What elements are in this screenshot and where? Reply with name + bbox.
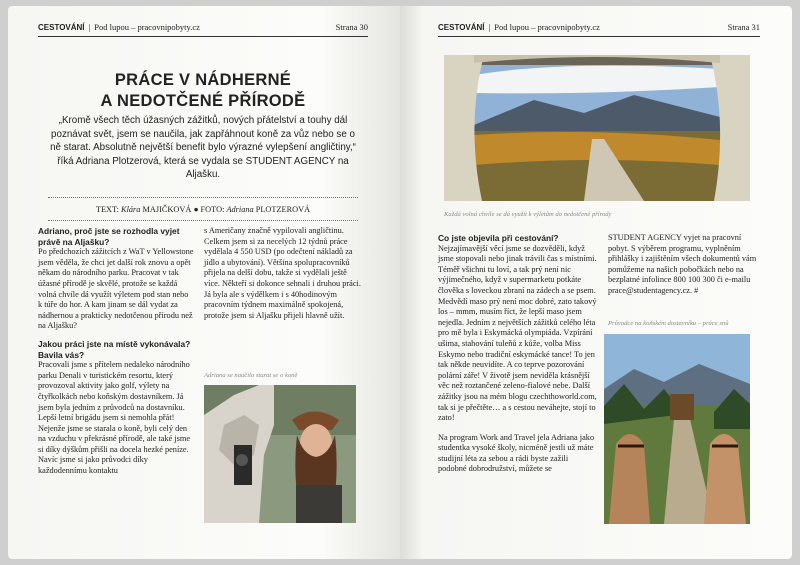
page-number: Strana 30 (335, 22, 368, 32)
byline-photographer-last: PLOTZEROVÁ (255, 205, 311, 214)
right-page (400, 6, 792, 559)
answer-2-continued: s Američany značně vypilovali angličtinu. Celkem jsem si za necelých 12 týdnů práce vydělala 4 550 USD (po odečtení nákladů za jídlo a ubytování). Většina spolupracovníků přijela na delší dobu, takže si vydělali ještě více. Někteří si dokonce sehnali i druhou práci. Já byla ale s výdělkem i s 40hodinovým pracovním týdnem maximálně spokojená, protože jsem si Aljašku přijeli hlavně užít. (204, 226, 361, 320)
title-line-2: A NEDOTČENÉ PŘÍRODĚ (100, 92, 306, 110)
left-page (8, 6, 400, 559)
left-page-header (38, 20, 368, 34)
header-separator: | (488, 22, 491, 32)
question-3: Co jste objevila při cestování? (438, 233, 559, 243)
byline (48, 205, 358, 214)
section-label: CESTOVÁNÍ (438, 22, 485, 32)
answer-3: Nejzajímavější věcí jsme se dozvěděli, když jsme stopovali nebo jinak trávili čas s místními. Téměř všichni tu loví, a tak prý není nic výjimečného, když v supermarketu potkáte člověka s loveckou zbraní na zádech a se psem. Medvědí maso prý není moc dobré, zato takový los – mmm, musím říct, že lepší maso jsem nejedla. Jedním z největších zážitků celého léta pro mě byla i Eskymácká olympiáda. Vzpírání ušima, stahování tuleňů z kůže, volba Miss Eskymo nebo tradiční eskymácké tance! To jen tak někde neuvidíte. A co teprve pozorování polární záře! V životě jsem neviděla krásnější věc než roztančené zeleno-fialové nebe. Další zážitky jsou na mém blogu czechthoworld.com, tak si je přečtěte… a s cestou neváhejte, stojí to zato! (438, 243, 597, 423)
answer-1: Po předchozích zážitcích z WaT v Yellowstone jsem věděla, že chci jet další rok znovu a opět někam do národního parku. Pracovat v tak úžasné přírodě je skvělé, protože se každá volná chvíle dá využít výletem pod stan nebo k túře do hor. A kam jinam se dál vydat za nádhernou a prakticky nedotčenou přírodu než na Aljašku? (38, 247, 194, 331)
right-page-header (438, 20, 760, 34)
byline-divider-bottom (48, 220, 358, 221)
question-2: Jakou práci jste na místě vykonávala? Bavila vás? (38, 338, 191, 360)
byline-author-last: MAJIČKOVÁ (142, 205, 192, 214)
photo-caption-wagon: Každá volná chvíle se dá využít k výletům do nedotčené přírody (444, 211, 612, 218)
left-column-2 (204, 226, 362, 321)
photo-caption-horse: Adriana se naučila starat se o koně (204, 372, 298, 379)
lead-paragraph: „Kromě všech těch úžasných zážitků, nových přátelství a touhy dál poznávat svět, jsem se naučila, jak zapřáhnout koně za vůz nebo se o ně starat. Absolutně největší benefit bylo výrazné vylepšení angličtiny,“ říká Adriana Plotzerová, která se vydala se STUDENT AGENCY na Aljašku. (50, 115, 356, 181)
closing-paragraph-continued: STUDENT AGENCY vyjet na pracovní pobyt. S výběrem programu, vyplněním přihlášky i zajištěním všech dokumentů vám pomůžeme na našich pobočkách nebo na bezplatné infolince 800 100 300 či e-mailu prace@studentagency.cz. # (608, 233, 757, 295)
left-column-1 (38, 226, 194, 477)
byline-bullet: ● (193, 205, 199, 214)
magazine-spread (8, 6, 792, 559)
right-column-1 (438, 233, 598, 475)
header-separator: | (88, 22, 91, 32)
header-subtitle: Pod lupou – pracovnipobyty.cz (494, 22, 600, 32)
page-number: Strana 31 (727, 22, 760, 32)
section-label: CESTOVÁNÍ (38, 22, 85, 32)
title-line-1: PRÁCE V NÁDHERNÉ (114, 71, 292, 89)
photo-stagecoach-horses (604, 334, 750, 524)
photo-caption-stagecoach: Průvodce na koňském dostavníku – práce snů (608, 320, 729, 327)
photo-wagon-road (444, 55, 750, 201)
photo-woman-with-horse (204, 385, 356, 523)
answer-2: Pracovali jsme s přítelem nedaleko národního parku Denali v turistickém resortu, který provozoval aktivity jako golf, výlety na čtyřkolkách nebo koňským dostavníkem. Já jsem byla jedním z průvodců na dostavníku. Lepší letní brigádu jsem si nemohla přát! Nejenže jsme se starala o koně, byli celý den na vzduchu v překrásné přírodě, ale také jsme si díky dýškům přišli na docela hezké peníze. Navíc jsme si jako průvodci díky každodennímu kontaktu (38, 360, 191, 476)
article-title (48, 70, 358, 112)
byline-photographer-first: Adriana (226, 205, 254, 214)
header-subtitle: Pod lupou – pracovnipobyty.cz (94, 22, 200, 32)
question-1: Adriano, proč jste se rozhodla vyjet právě na Aljašku? (38, 226, 180, 247)
header-rule (438, 36, 760, 37)
byline-author-first: Klára (121, 205, 141, 214)
header-rule (38, 36, 368, 37)
right-column-2 (608, 233, 758, 297)
byline-text-label: TEXT: (95, 205, 119, 214)
byline-divider-top (48, 197, 358, 198)
closing-paragraph: Na program Work and Travel jela Adriana jako studentka vysoké školy, nicméně jestli už máte studijní léta za sebou a rádi byste zažili podobné dobrodružství, můžete se (438, 432, 595, 474)
byline-foto-label: FOTO: (200, 205, 225, 214)
